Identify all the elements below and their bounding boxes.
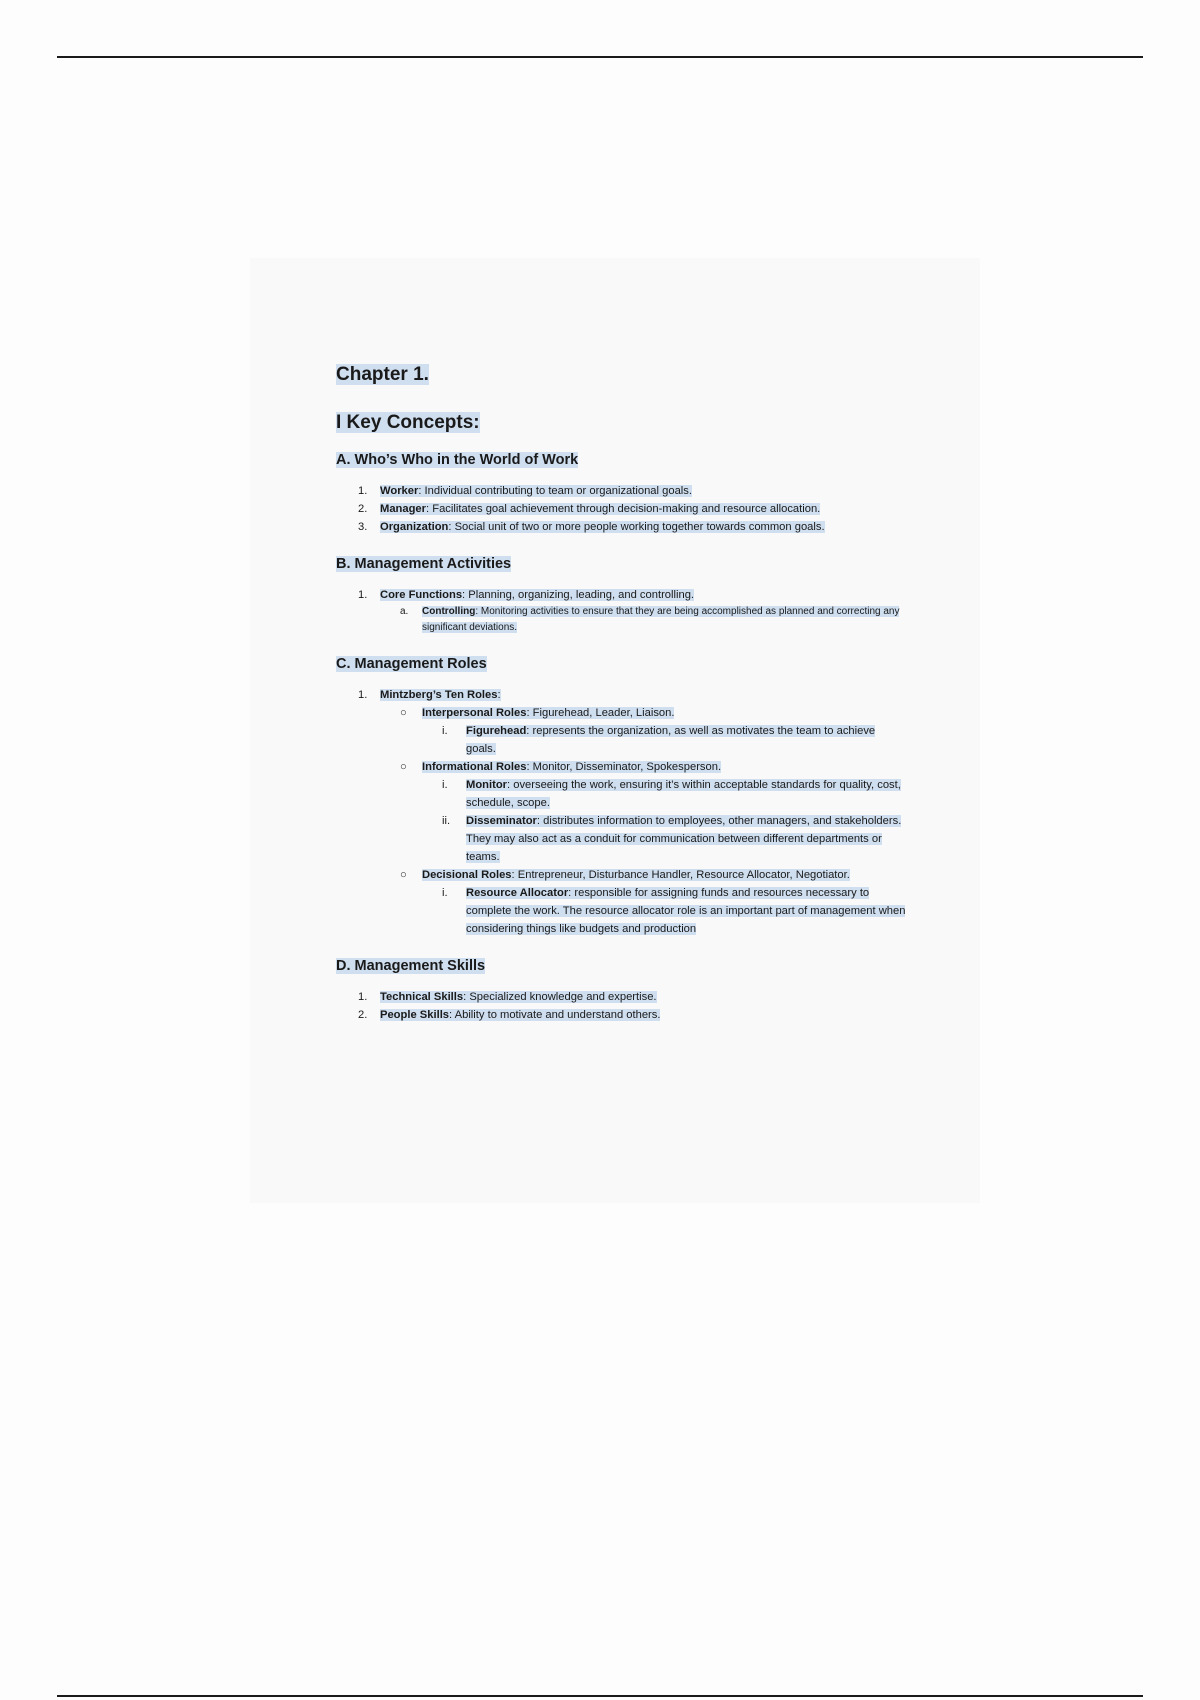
list-item: 1. Technical Skills: Specialized knowledge and expertise. [358, 991, 657, 1003]
section-b-title: B. Management Activities [336, 556, 512, 572]
key-concepts-heading: I Key Concepts: [336, 412, 480, 433]
chapter-title: Chapter 1. [336, 364, 429, 385]
section-a-list [336, 482, 906, 536]
bottom-rule [57, 1695, 1143, 1697]
list-subitem: ○ Informational Roles: Monitor, Disseminator, Spokesperson. [400, 761, 722, 773]
list-item: 1. Core Functions: Planning, organizing, leading, and controlling. [358, 589, 695, 601]
list-item: 2. People Skills: Ability to motivate and understand others. [358, 1009, 661, 1021]
list-subitem: ○ Interpersonal Roles: Figurehead, Leader, Liaison. [400, 707, 675, 719]
list-subsubitem: ii. Disseminator: distributes information to employees, other managers, and stakeholders. They may also act as a conduit for communication between different departments or teams. [442, 815, 902, 863]
list-subitem: ○ Decisional Roles: Entrepreneur, Disturbance Handler, Resource Allocator, Negotiator. [400, 869, 850, 881]
list-item: 3. Organization: Social unit of two or more people working together towards common goals. [358, 521, 825, 533]
list-subsubitem: i. Resource Allocator: responsible for assigning funds and resources necessary to complete the work. The resource allocator role is an important part of management when considering things like budgets and production [442, 887, 906, 935]
top-rule [57, 56, 1143, 58]
list-subitem: a. Controlling: Monitoring activities to ensure that they are being accomplished as planned and correcting any significant deviations. [400, 606, 900, 633]
section-c-title: C. Management Roles [336, 656, 487, 672]
section-a-title: A. Who’s Who in the World of Work [336, 452, 579, 468]
document-content [336, 362, 906, 1024]
section-c-list [336, 686, 906, 938]
list-item: 2. Manager: Facilitates goal achievement through decision-making and resource allocation. [358, 503, 821, 515]
list-item: 1. Worker: Individual contributing to team or organizational goals. [358, 485, 692, 497]
section-d-title: D. Management Skills [336, 958, 486, 974]
section-d-list [336, 988, 906, 1024]
list-subsubitem: i. Figurehead: represents the organization, as well as motivates the team to achieve goals. [442, 725, 876, 755]
list-item: 1. Mintzberg’s Ten Roles: [358, 689, 501, 701]
section-b-list [336, 586, 906, 636]
list-subsubitem: i. Monitor: overseeing the work, ensuring it’s within acceptable standards for quality, cost, schedule, scope. [442, 779, 901, 809]
